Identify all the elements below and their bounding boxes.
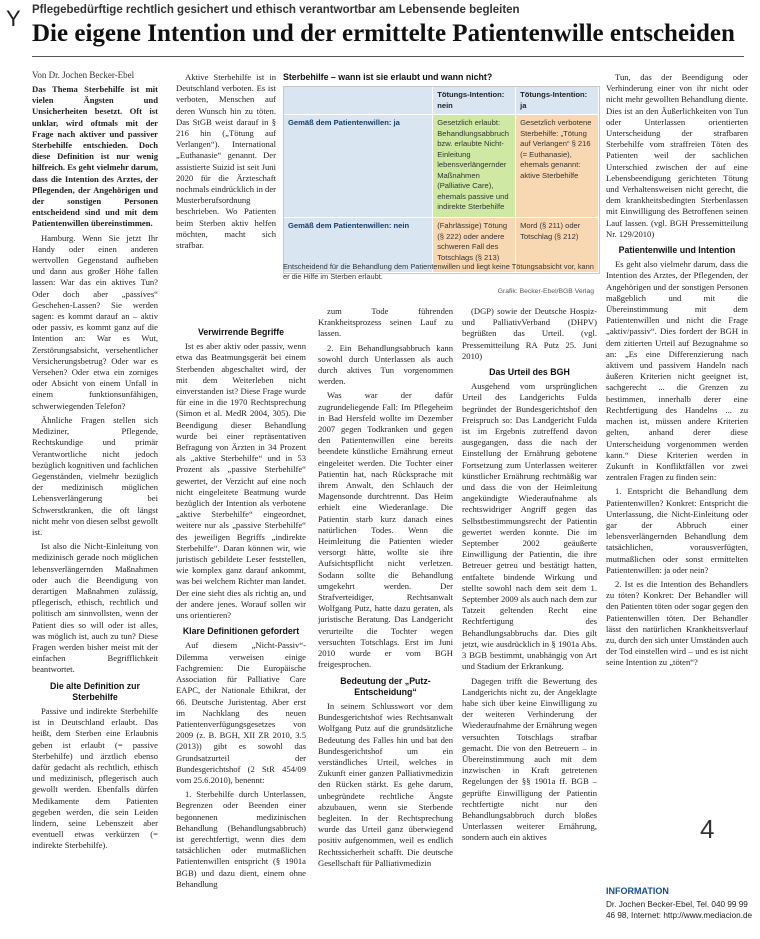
paragraph: Aktive Sterbehilfe ist in Deutschland verboten. Es ist verboten, Menschen auf deren Wunsch hin zu töten. Das StGB weist darauf in § 216 hin („Tötung auf Verlangen“). International „Euthanasie“ genannt. Der assistierte Suizid ist seit Juni 2020 für die Ärzteschaft nochmals eindrücklich in der Musterberufsordnung beschrieben. Wo Patienten beim Sterben aktiv helfen möchten, macht sich strafbar. — [176, 72, 276, 251]
cell-forbidden: (Fahrlässige) Tötung (§ 222) oder andere schweren Fall des Totschlags (§ 213) — [433, 218, 516, 273]
paragraph: Was war der dafür zugrundeliegende Fall: Im Pflegeheim in Bad Hersfeld wollte im Dezember 2007 gegen Todkranken und gegen den Patientenwillen eine bereits beendete künstliche Ernährung erneut eingeleitet werden. Die Tochter einer Patientin hat, nach Rücksprache mit ihrem Anwalt, den Schlauch der Magensonde durchtrennt. Das Heim erhielt eine Wiederanlage. Die Patientin starb kurz danach eines natürlichen Todes. Wenn die Heimleitung die Patienten wieder versorgt hätte, wollte sie ihre Aufsichtspflicht nicht verletzen. Sodann sollte die Behandlung umgekehrt werden. Der Strafverteidiger, Rechtsanwalt Wolfgang Putz, hatte dazu geraten, als juristische Beratung. Das Landgericht verurteilte die Tochter wegen versuchten Totschlags. Erst im Juni 2010 wurde er vom BGH freigesprochen. — [318, 390, 453, 670]
paragraph: Ähnliche Fragen stellen sich Mediziner, Pflegende, Rechtskundige und primär Verantwortliche nicht jedoch bezüglich kognitiven und fachlichen Gegenständen, vielmehr bezüglich der medizinisch möglichen Lebensverlängerung bei Schwerstkranken, die oft längst nicht mehr von diesen selbst gewollt ist. — [32, 414, 158, 537]
col-header-intention-yes: Tötungs-Intention: ja — [516, 87, 599, 115]
headline-rule — [32, 56, 744, 57]
paragraph: Passive und indirekte Sterbehilfe ist in Deutschland erlaubt. Das heißt, dem Sterben eine Erlaubnis geben ist erlaubt (= passive Sterbehilfe) und ärztlich ebenso dafür gedacht als rechtlich, ethisch und medizinisch, pflegerisch auch gewollt werden. Ebenfalls dürfen Medikamente dem Patienten gegeben werden, die sein Leiden lindern, seine Lebenszeit aber eventuell etwas verkürzen (= indirekte Sterbehilfe). — [32, 705, 158, 851]
subheading: Die alte Definition zur Sterbehilfe — [50, 680, 140, 702]
infobox-table — [283, 86, 600, 274]
table-row — [284, 115, 599, 218]
subheading: Klare Definitionen gefordert — [182, 626, 300, 637]
table-header-row — [284, 87, 599, 115]
info-heading: INFORMATION — [606, 886, 669, 896]
info-text: Dr. Jochen Becker-Ebel, Tel. 040 99 99 46 98, Internet: http://www.mediacion.de — [606, 900, 753, 920]
paragraph: Ist also die Nicht-Einleitung von medizinisch gerade noch möglichen lebensverlängernden Maßnahmen oder auch die Beendigung von derartigen Maßnahmen zulässig, pflegerisch, ethisch, rechtlich und politisch am sinnvollsten, wenn der Patient dies so will oder ist alles, was möglich ist, auch zu tun? Diese Fragen werden bisher meist mit der einfachen Begrifflichkeit beantwortet. — [32, 541, 158, 675]
paragraph: 2. Ist es die Intention des Behandlers zu töten? Konkret: Der Behandler will den Patienten töten oder sogar gegen den Patientenwillen töten. Der Behandler lässt den natürlichen Krankheitsverlauf zu, durch den sich unter Umständen auch der Tod einstellen wird – und es ist nicht seine Intention zu „töten“? — [606, 578, 748, 668]
infobox-note: Entscheidend für die Behandlung dem Patientenwillen und liegt keine Tötungsabsicht vor, kann er die Hilfe im Sterben erlaubt. — [283, 262, 594, 281]
row-label-will-no: Gemäß dem Patientenwillen: nein — [284, 218, 433, 273]
paragraph: (DGP) sowie der Deutsche Hospiz- und PalliativVerband (DHPV) begrüßten das Urteil. (vgl. Pressemitteilung RA Putz 25. Juni 2010) — [462, 306, 597, 361]
column-3 — [318, 306, 453, 934]
paragraph: Dagegen trifft die Bewertung des Landgerichts nicht zu, der Angeklagte habe sich über keine Einwilligung zu der weiteren Verhinderung der Wiederaufnahme der Ernährung wegen versuchten Totschlags strafbar gemacht. Die von den Betreuern – in Übereinstimmung auch mit dem inzwischen in Kraft getretenen Regelungen der §§ 1901a ff. BGB – geprüfte Einwilligung der Patientin rechtfertigte nicht nur den Behandlungsabbruch durch bloßes Unterlassen weiterer Ernährung, sondern auch ein aktives — [462, 675, 597, 843]
paragraph: Es geht also vielmehr darum, dass die Intention des Arztes, der Pflegenden, der Angehörigen und der sonstigen Personen maßgeblich und mit die Übereinstimmung mit dem Patientenwillen und nicht die Frage „aktiv/passiv“. Dies fordert der BGH in dem zitierten Urteil auf Bezugnahme so an: „Es eine Differenzierung nach aktivem und passivem Handeln nach äußeren Kriterien nicht geeignet ist, sachgerecht ... die Grenzen zu bestimmen, innerhalb derer eine Rechtfertigung des Handelns ... zu machen ist, müssen andere Kriterien gelten, anhand derer diese Unterscheidung vorgenommen werden kann.“ Diese Kriterien werden in Zukunft in Konfliktfällen vor zwei zentralen Fragen zu finden sein: — [606, 259, 748, 483]
cell-allowed: Gesetzlich erlaubt: Behandlungsabbruch bzw. erlaubte Nicht-Einleitung lebensverlängernder Maßnahmen (Palliative Care), ehemals passive und indirekte Sterbehilfe — [433, 115, 516, 218]
infobox — [283, 72, 598, 306]
paragraph: 2. Ein Behandlungsabbruch kann sowohl durch Unterlassen als auch durch aktives Tun vorgenommen werden. — [318, 342, 453, 387]
infobox-credit: Grafik: Becker-Ebel/BGB Verlag — [497, 288, 594, 295]
paragraph: Tun, das der Beendigung oder Verhinderung einer von ihr nicht oder nicht mehr gewollten Behandlung diente. Dies ist an den Äußerlichkeiten von Tun oder Unterlassen orientierten Unterscheidung der strafbaren Sterbehilfe vom straffreien Töten des Patienten weil der sachlichen Unterschied zwischen der auf eine Lebensbeendigung gerichteten Tötung und Verhaltensweisen nicht gerecht, die dem krankheitsbedingten Sterbenlassen mit Einwilligung des Betroffenen seinen Lauf lassen. (vgl. BGH Pressemitteilung Nr. 129/2010) — [606, 72, 748, 239]
headline: Die eigene Intention und der ermittelte Patientenwille entscheiden — [32, 20, 735, 47]
lead-paragraph: Das Thema Sterbehilfe ist mit vielen Ängsten und Unsicherheiten besetzt. Oft ist unklar, wird oftmals mit der Frage nach aktiver und passiver Sterbehilfe entschieden. Doch diese Definition ist nur wenig hilfreich. Es geht vielmehr darum, dass die Intention des Arztes, der Pflegenden, der Angehörigen und der sonstigen Personen entscheidend sind und mit dem Patientenwillen übereinstimmen. — [32, 84, 158, 229]
subheading: Bedeutung der „Putz-Entscheidung“ — [340, 675, 431, 697]
column-1 — [32, 84, 158, 932]
kicker: Pflegebedürftige rechtlich gesichert und ethisch verantwortbar am Lebensende begleiten — [32, 4, 520, 16]
paragraph: Ausgehend vom ursprünglichen Urteil des Landgerichts Fulda begründet der Bundesgerichtshof den Freispruch so: Das Landgericht Fulda ist im Ergebnis zutreffend davon ausgegangen, dass die nach der Einstellung der Ernährung gebotene Fortsetzung zum Unterlassen weiterer künstlicher Ernährung rechtmäßig war und dass die von der Heimleitung angekündigte Wiederaufnahme als rechtswidriger Angriff gegen das Selbstbestimmungsrecht der Patientin gewertet werden konnte. Die im September 2002 geäußerte Einwilligung der Patientin, die ihre Betreuer getreu und bestätigt hatten, entfaltete bindende Wirkung und stellte sowohl nach dem seit dem 1. September 2009 als auch nach dem zur Tatzeit geltenden Recht eine Rechtfertigung des Behandlungsabbruchs dar. Dies gilt jetzt, wie ausdrücklich in § 1901a Abs. 3 BGB bestimmt, unabhängig von Art und Stadium der Erkrankung. — [462, 381, 597, 672]
column-2 — [176, 322, 306, 934]
paragraph: Hamburg. Wenn Sie jetzt Ihr Handy oder einen anderen wertvollen Gegenstand aufheben und dann aus großer Höhe fallen lassen: War das ein aktives Tun? Oder doch aber „passives“ Geschehen-Lassen? Sie werden sagen: es kommt darauf an – aktiv oder passiv, es kommt ganz auf die Intention an: War es Wut, Zerstörungsabsicht, versehentlicher Versicherungsbetrug? Oder war es Versehen? Oder etwa ein zorniges oder Absicht von einem Unfall in einem funktionsunfähigen, schwerwiegenden Telefon? — [32, 232, 158, 411]
paragraph: Ist es aber aktiv oder passiv, wenn etwa das Beatmungsgerät bei einem Sterbenden abgeschaltet wird, der mit dem Weiterleben nicht einverstanden ist? Diese Frage wurde für eine in die 1970 Rechtsprechung (Simon et al. MedR 2004, 305). Die Beendigung dieser Behandlung wurde bei einer repräsentativen Befragung von Ärzten in 34 Prozent als „aktive Sterbehilfe“ und in 53 Prozent als „passive Sterbehilfe“ gewertet, der Verzicht auf eine noch nicht eingeleitete Beatmung wurde bezüglich der Intention als verbotene „aktive Sterbehilfe“ eingeordnet, weitere nur als „passive Sterbehilfe“ des jeweiligen Begriffs „indirekte Sterbehilfe“. Daran können wir, wie juristisch gebildete Leser feststellen, wie komplex ganz darauf ankommt, was bei welchem Richter man landet. Der eine sieht dies als richtig an, und der andere jenes. Worauf sollen wir uns orientieren? — [176, 341, 306, 621]
margin-mark: Y — [6, 6, 21, 31]
paragraph: 1. Entspricht die Behandlung dem Patientenwillen? Konkret: Entspricht die Unterlassung, die Nicht-Einleitung oder gar der Abbruch einer lebensverlängernden Behandlung dem tatsächlichen, vorausverfügten, mutmaßlichen oder sonst ermittelten Patientenwillen: ja oder nein? — [606, 486, 748, 575]
infobox-title: Sterbehilfe – wann ist sie erlaubt und wann nicht? — [283, 72, 493, 82]
paragraph: In seinem Schlusswort vor dem Bundesgerichtshof wies Rechtsanwalt Wolfgang Putz auf die grundsätzliche Bedeutung des Falles hin und bat den Bundesgerichtshof um ein verständliches Urteil, welches in Zukunft einer ganzen Palliativmedizin den Rücken stärkt. Es gehe darum, unbegründete rechtliche Ängste abzubauen, wenn sie Sterbende begleiten. In der Rechtsprechung wurde das Urteil ganz überwiegend positiv aufgenommen, weil es endlich Rechtssicherheit schafft. Die deutsche Gesellschaft für Palliativmedizin — [318, 700, 453, 868]
paragraph: Auf diesem „Nicht-Passiv“-Dilemma verweisen einige Fachgremien: Die Europäische Association für Palliative Care EAPC, der Nationale Ethikrat, der 66. Deutsche Juristentag. Aber erst im Nachklang des neuen Patientenverfügungsgesetzes von 2009 (z. B. BGH, XII ZR 2010, 3.5 (2013)) gibt es sowohl das Grundsatzurteil der Bundesgerichtshof (2 StR 454/09 vom 25.6.2010), benennt: — [176, 640, 306, 785]
paragraph: 1. Sterbehilfe durch Unterlassen, Begrenzen oder Beenden einer begonnenen medizinischen Behandlung (Behandlungsabbruch) ist gerechtfertigt, wenn dies dem tatsächlichen oder mutmaßlichen Patientenwillen entspricht (§ 1901a BGB) und dazu dient, einem ohne Behandlung — [176, 789, 306, 889]
page-number: 4 — [700, 814, 715, 844]
subheading: Das Urteil des BGH — [489, 367, 570, 378]
cell-forbidden: Gesetzlich verbotene Sterbehilfe: „Tötung auf Verlangen“ § 216 (= Euthanasie), ehemals genannt: aktive Sterbehilfe — [516, 115, 599, 218]
table-corner — [284, 87, 433, 115]
column-5 — [606, 72, 748, 882]
row-label-will-yes: Gemäß dem Patientenwillen: ja — [284, 115, 433, 218]
column-4 — [462, 306, 597, 934]
col-header-intention-no: Tötungs-Intention: nein — [433, 87, 516, 115]
byline: Von Dr. Jochen Becker-Ebel — [32, 70, 135, 80]
subheading: Verwirrende Begriffe — [197, 327, 285, 337]
paragraph: zum Tode führenden Krankheitsprozess seinen Lauf zu lassen. — [318, 306, 453, 339]
cell-forbidden: Mord (§ 211) oder Totschlag (§ 212) — [516, 218, 599, 273]
subheading: Patientenwille und Intention — [618, 245, 736, 256]
column-2-top — [176, 72, 276, 322]
